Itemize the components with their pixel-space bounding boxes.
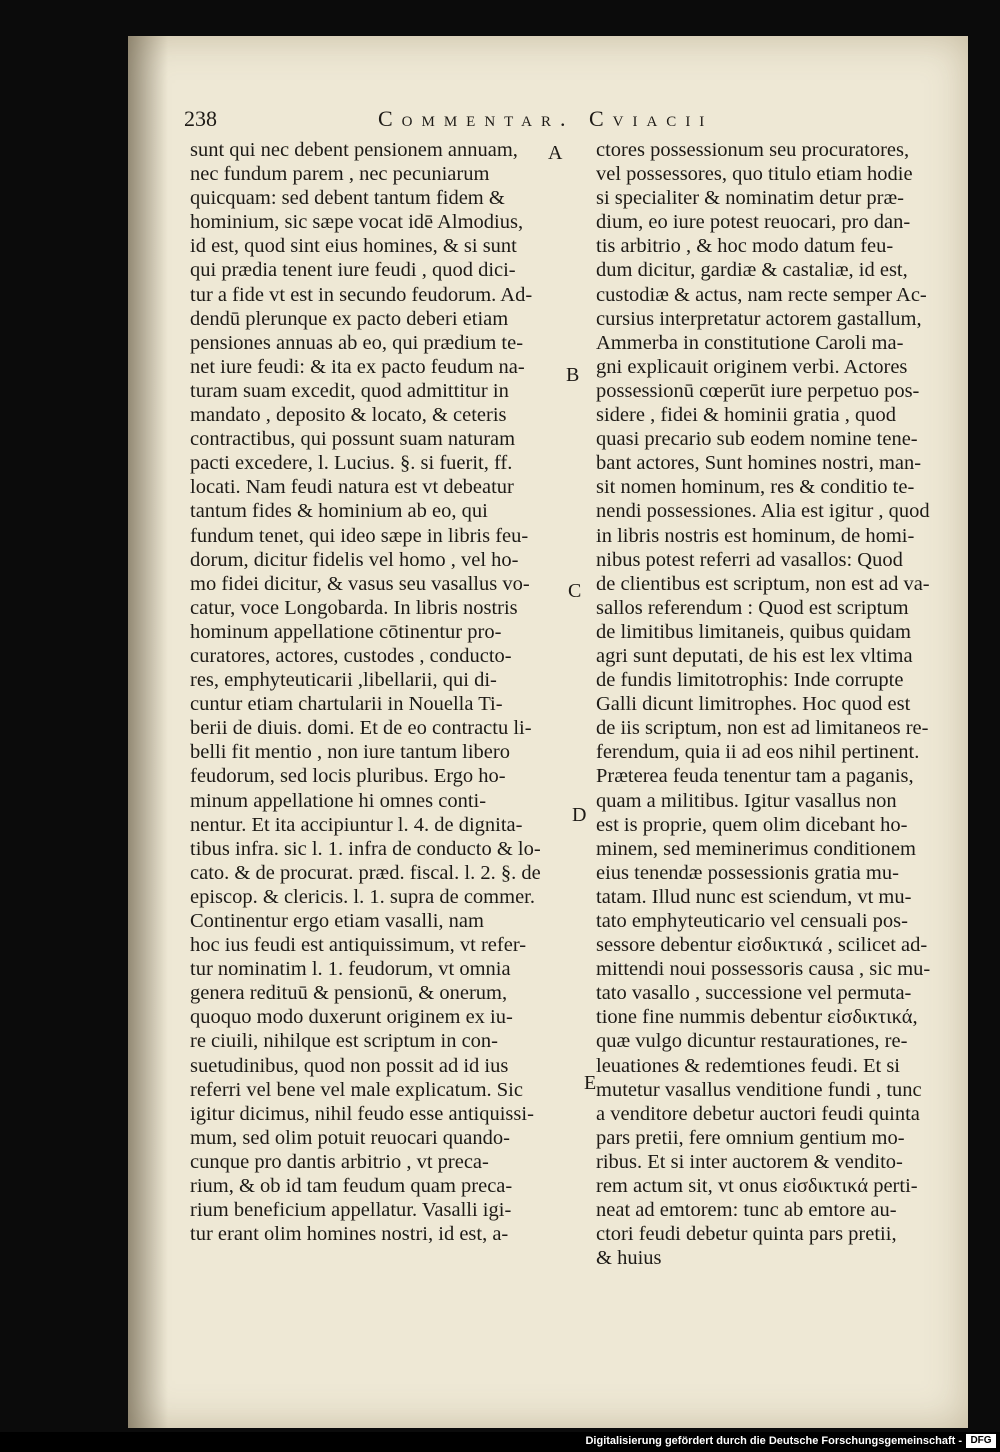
text-line: mutetur vasallus venditione fundi , tunc [596,1078,922,1101]
text-line: minum appellatione hi omnes conti- [190,789,487,812]
text-line: nibus potest referri ad vasallos: Quod [596,548,903,571]
text-line: res, emphyteuticarii ,libellarii, qui di- [190,669,497,692]
text-line: feudorum, sed locis pluribus. Ergo ho- [190,765,506,788]
text-line: minem, sed meminerimus conditionem [596,837,916,860]
text-line: curatores, actores, custodes , conducto- [190,644,512,667]
text-line: Ammerba in constitutione Caroli ma- [596,331,904,354]
text-line: custodiæ & actus, nam recte semper Ac- [596,283,927,306]
text-line: episcop. & clericis. l. 1. supra de commer. [190,885,535,908]
text-line: Galli dicunt limitrophes. Hoc quod est [596,693,911,716]
text-line: bant actores, Sunt homines nostri, man- [596,452,922,475]
text-line: sessore debentur εἰσδικτικά , scilicet ad- [596,934,928,957]
text-line: catur, voce Longobarda. In libris nostris [190,596,518,619]
margin-letter-c: C [568,580,582,602]
text-line: mo fidei dicitur, & vasus seu vasallus vo- [190,572,530,595]
text-line: locati. Nam feudi natura est vt debeatur [190,476,514,499]
text-line: hominium, sic sæpe vocat idē Almodius, [190,211,524,234]
text-line: id est, quod sint eius homines, & si sunt [190,235,517,258]
text-line: tatam. Illud nunc est sciendum, vt mu- [596,885,912,908]
text-line: agri sunt deputati, de his est lex vltima [596,644,913,667]
page-gutter-shadow [128,36,168,1428]
text-line: hominum appellatione cōtinentur pro- [190,620,502,643]
text-line: & huius [596,1247,662,1270]
margin-letter-d: D [572,804,587,826]
text-line: cunque pro dantis arbitrio , vt preca- [190,1150,489,1173]
text-line: Continentur ergo etiam vasalli, nam [190,910,484,932]
text-line: sidere , fidei & hominii gratia , quod [596,404,897,427]
text-line: contractibus, qui possunt suam naturam [190,428,516,451]
text-line: ctori feudi debetur quinta pars pretii, [596,1223,897,1246]
text-line: tantum fides & hominium ab eo, qui [190,500,488,523]
text-line: leuationes & redemtiones feudi. Et si [596,1054,901,1077]
text-line: tato vasallo , successione vel permuta- [596,982,912,1005]
text-line: sunt qui nec debent pensionem annuam, [190,139,518,161]
text-line: mandato , deposito & locato, & ceteris [190,404,507,427]
text-line: de iis scriptum, non est ad limitaneos re- [596,717,929,740]
text-line: nendi possessiones. Alia est igitur , quod [596,500,930,523]
text-line: in libris nostris est hominum, de homi- [596,524,915,547]
text-line: quasi precario sub eodem nomine tene- [596,428,918,451]
text-line: quicquam: sed debent tantum fidem & [190,187,505,210]
text-line: si specialiter & nominatim detur præ- [596,187,905,210]
text-line: possessionū cœperūt iure perpetuo pos- [596,379,920,402]
text-line: quoquo modo duxerunt originem ex iu- [190,1006,513,1029]
text-line: dum dicitur, gardiæ & castaliæ, id est, [596,259,908,282]
text-line: pensiones annuas ab eo, qui prædium te- [190,331,524,354]
text-line: pars pretii, fere omnium gentium mo- [596,1126,905,1149]
text-line: suetudinibus, quod non possit ad id ius [190,1054,509,1077]
text-line: tis arbitrio , & hoc modo datum feu- [596,235,894,258]
margin-letter-e: E [584,1072,597,1094]
text-line: ctores possessionum seu procuratores, [596,139,910,161]
text-line: vel possessores, quo titulo etiam hodie [596,163,913,186]
text-line: ribus. Et si inter auctorem & vendito- [596,1150,903,1173]
text-line: de fundis limitotrophis: Inde corrupte [596,669,904,692]
page-number: 238 [184,106,217,131]
text-line: de clientibus est scriptum, non est ad va- [596,572,930,595]
running-title: Commentar. Cviacii [378,106,714,131]
left-text-column [190,138,566,1246]
text-line: fundum tenet, qui ideo sæpe in libris feu- [190,524,529,547]
text-line: rium, & ob id tam feudum quam preca- [190,1175,513,1198]
text-line: neat ad emtorem: tunc ab emtore au- [596,1199,897,1222]
text-line: igitur dicimus, nihil feudo esse antiquissi- [190,1102,534,1125]
text-line: tato emphyteuticario vel censuali pos- [596,910,908,932]
text-line: belli fit mentio , non iure tantum libero [190,741,510,764]
text-line: hoc ius feudi est antiquissimum, vt refer- [190,934,527,957]
margin-letter-a: A [548,142,563,164]
text-line: quam a militibus. Igitur vasallus non [596,789,897,812]
margin-letter-b: B [566,364,580,386]
text-line: net iure feudi: & ita ex pacto feudum na- [190,355,525,378]
text-line: sit nomen hominum, res & conditio te- [596,476,915,499]
text-line: nentur. Et ita accipiuntur l. 4. de dignita- [190,813,523,836]
text-line: dium, eo iure potest reuocari, pro dan- [596,211,911,234]
text-line: qui prædia tenent iure feudi , quod dici- [190,259,516,282]
text-line: nec fundum parem , nec pecuniarum [190,163,490,186]
text-line: tibus infra. sic l. 1. infra de conducto & lo- [190,837,541,860]
text-line: de limitibus limitaneis, quibus quidam [596,620,911,643]
text-line: cursius interpretatur actorem gastallum, [596,307,922,330]
text-line: cuntur etiam chartularii in Nouella Ti- [190,693,503,716]
text-line: re ciuili, nihilque est scriptum in con- [190,1030,499,1053]
text-line: cato. & de procurat. præd. fiscal. l. 2. §. de [190,861,541,884]
text-line: ferendum, quia ii ad eos nihil pertinent. [596,741,920,764]
text-line: rem actum sit, vt onus εἰσδικτικά perti- [596,1175,918,1198]
text-line: dendū plerunque ex pacto deberi etiam [190,307,509,330]
text-line: berii de diuis. domi. Et de eo contractu li- [190,717,532,740]
text-line: rium beneficium appellatur. Vasalli igi- [190,1199,512,1222]
text-line: genera redituū & pensionū, & onerum, [190,982,508,1005]
text-line: gni explicauit originem verbi. Actores [596,355,908,378]
text-line: referri vel bene vel male explicatum. Sic [190,1078,523,1101]
text-line: pacti excedere, l. Lucius. §. si fuerit, ff. [190,452,513,475]
right-text-column [596,138,954,1270]
text-line: tur erant olim homines nostri, id est, a- [190,1223,509,1246]
text-line: quæ vulgo dicuntur restaurationes, re- [596,1030,908,1053]
text-line: Præterea feuda tenentur tam a paganis, [596,765,914,788]
text-line: tur a fide vt est in secundo feudorum. Ad- [190,283,533,306]
dfg-logo: DFG [966,1434,996,1448]
text-line: mittendi noui possessoris causa , sic mu- [596,958,931,981]
text-line: tione fine nummis debentur εἰσδικτικά, [596,1006,918,1029]
text-line: mum, sed olim potuit reuocari quando- [190,1126,510,1149]
text-line: sallos referendum : Quod est scriptum [596,596,909,619]
text-line: turam suam excedit, quod admittitur in [190,379,509,402]
text-line: eius tenendæ possessionis gratia mu- [596,861,899,884]
text-line: dorum, dicitur fidelis vel homo , vel ho- [190,548,519,571]
text-line: a venditore debetur auctori feudi quinta [596,1102,920,1125]
text-line: est is proprie, quem olim dicebant ho- [596,813,908,836]
text-line: tur nominatim l. 1. feudorum, vt omnia [190,958,511,981]
funding-notice: Digitalisierung gefördert durch die Deutsche Forschungsgemeinschaft - [585,1435,962,1447]
